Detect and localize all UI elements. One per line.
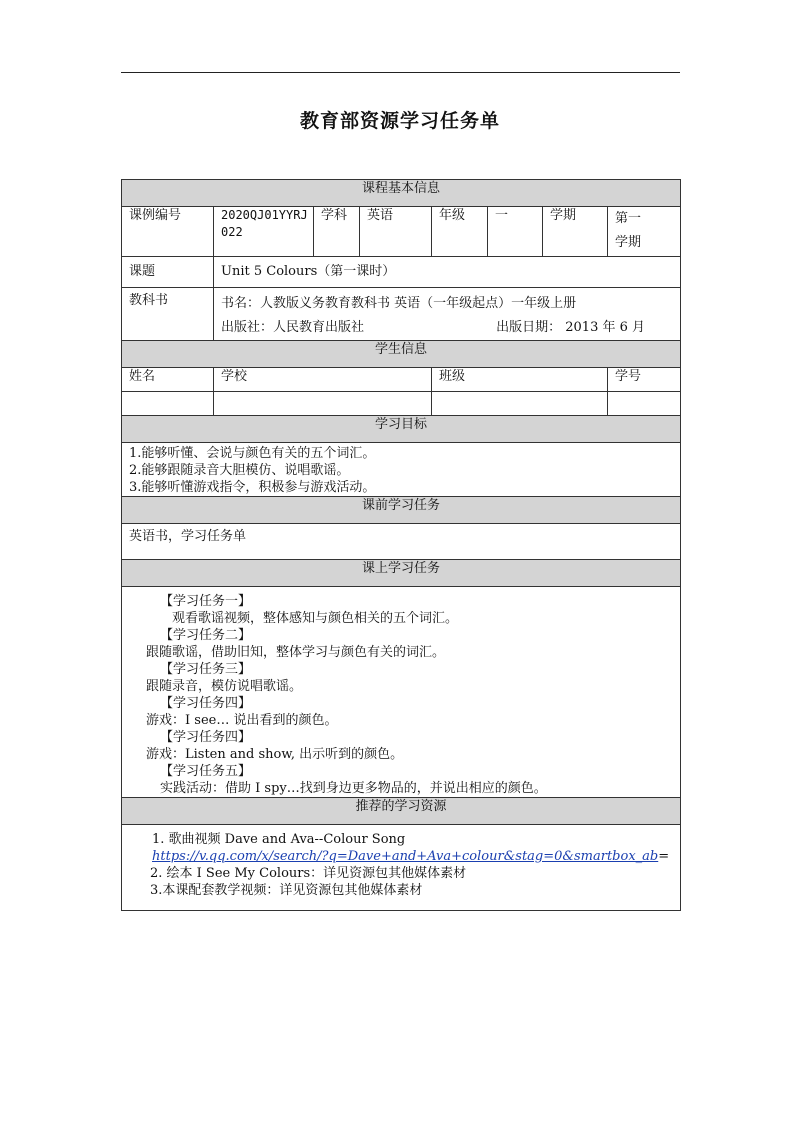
topic-value: Unit 5 Colours（第一课时） bbox=[214, 257, 681, 288]
resource-item: 2. 绘本 I See My Colours：详见资源包其他媒体素材 bbox=[150, 866, 467, 881]
task-sheet-table bbox=[121, 179, 681, 911]
student-label-row bbox=[122, 368, 681, 392]
student-id-value[interactable] bbox=[608, 392, 681, 416]
task-text: 跟随歌谣，借助旧知，整体学习与颜色有关的词汇。 bbox=[146, 645, 446, 660]
resources-list bbox=[122, 825, 681, 911]
name-label: 姓名 bbox=[122, 368, 214, 392]
task-heading: 【学习任务二】 bbox=[160, 628, 252, 643]
publish-date: 出版日期： 2013 年 6 月 bbox=[496, 320, 646, 335]
task-text: 游戏：I see… 说出看到的颜色。 bbox=[146, 713, 338, 728]
student-value-row bbox=[122, 392, 681, 416]
case-no-label: 课例编号 bbox=[122, 207, 214, 257]
task-heading: 【学习任务四】 bbox=[160, 696, 252, 711]
section-header: 推荐的学习资源 bbox=[122, 798, 681, 825]
objective-item: 2.能够跟随录音大胆模仿、说唱歌谣。 bbox=[129, 463, 350, 478]
section-header: 课上学习任务 bbox=[122, 560, 681, 587]
resource-link[interactable]: https://v.qq.com/x/search/?q=Dave+and+Ava+colour&stag=0&smartbox_ab bbox=[152, 849, 659, 864]
resources-row bbox=[122, 825, 681, 911]
objectives-list bbox=[122, 443, 681, 497]
textbook-value bbox=[214, 288, 681, 341]
task-heading: 【学习任务三】 bbox=[160, 662, 252, 677]
header-rule bbox=[121, 72, 680, 73]
subject-value: 英语 bbox=[360, 207, 432, 257]
task-text: 观看歌谣视频，整体感知与颜色相关的五个词汇。 bbox=[172, 611, 459, 626]
objective-item: 3.能够听懂游戏指令，积极参与游戏活动。 bbox=[129, 480, 376, 495]
subject-label: 学科 bbox=[314, 207, 360, 257]
section-resources bbox=[122, 798, 681, 825]
grade-value: 一 bbox=[488, 207, 543, 257]
topic-label: 课题 bbox=[122, 257, 214, 288]
section-header: 课前学习任务 bbox=[122, 497, 681, 524]
textbook-row bbox=[122, 288, 681, 341]
section-header: 学生信息 bbox=[122, 341, 681, 368]
publisher: 出版社：人民教育出版社 bbox=[221, 320, 365, 335]
name-value[interactable] bbox=[122, 392, 214, 416]
section-header: 课程基本信息 bbox=[122, 180, 681, 207]
task-text: 跟随录音，模仿说唱歌谣。 bbox=[146, 679, 303, 694]
case-no-value: 2020QJ01YYRJ 022 bbox=[214, 207, 314, 257]
student-id-label: 学号 bbox=[608, 368, 681, 392]
task-heading: 【学习任务五】 bbox=[160, 764, 252, 779]
task-text: 实践活动：借助 I spy…找到身边更多物品的，并说出相应的颜色。 bbox=[160, 781, 547, 796]
topic-row bbox=[122, 257, 681, 288]
resource-link-line: https://v.qq.com/x/search/?q=Dave+and+Ava+colour&stag=0&smartbox_ab= bbox=[152, 849, 670, 864]
school-value[interactable] bbox=[214, 392, 432, 416]
course-meta-row bbox=[122, 207, 681, 257]
task-heading: 【学习任务一】 bbox=[160, 594, 252, 609]
task-heading: 【学习任务四】 bbox=[160, 730, 252, 745]
section-in-class bbox=[122, 560, 681, 587]
resource-item: 1. 歌曲视频 Dave and Ava--Colour Song bbox=[152, 832, 406, 847]
page-title: 教育部资源学习任务单 bbox=[299, 110, 500, 132]
in-class-tasks bbox=[122, 587, 681, 798]
pre-class-row bbox=[122, 524, 681, 560]
section-objectives bbox=[122, 416, 681, 443]
section-student-info bbox=[122, 341, 681, 368]
pre-class-content: 英语书，学习任务单 bbox=[122, 524, 681, 560]
task-text: 游戏：Listen and show, 出示听到的颜色。 bbox=[146, 747, 404, 762]
class-label: 班级 bbox=[432, 368, 608, 392]
section-pre-class bbox=[122, 497, 681, 524]
term-label: 学期 bbox=[543, 207, 608, 257]
objectives-row bbox=[122, 443, 681, 497]
school-label: 学校 bbox=[214, 368, 432, 392]
in-class-row bbox=[122, 587, 681, 798]
resource-item: 3.本课配套教学视频：详见资源包其他媒体素材 bbox=[150, 883, 423, 898]
publisher-line bbox=[221, 316, 673, 340]
section-course-info bbox=[122, 180, 681, 207]
textbook-label: 教科书 bbox=[122, 288, 214, 341]
class-value[interactable] bbox=[432, 392, 608, 416]
objective-item: 1.能够听懂、会说与颜色有关的五个词汇。 bbox=[129, 446, 376, 461]
section-header: 学习目标 bbox=[122, 416, 681, 443]
term-value: 第一 学期 bbox=[608, 207, 681, 257]
grade-label: 年级 bbox=[432, 207, 488, 257]
textbook-title: 书名：人教版义务教育教科书 英语（一年级起点）一年级上册 bbox=[221, 296, 577, 311]
